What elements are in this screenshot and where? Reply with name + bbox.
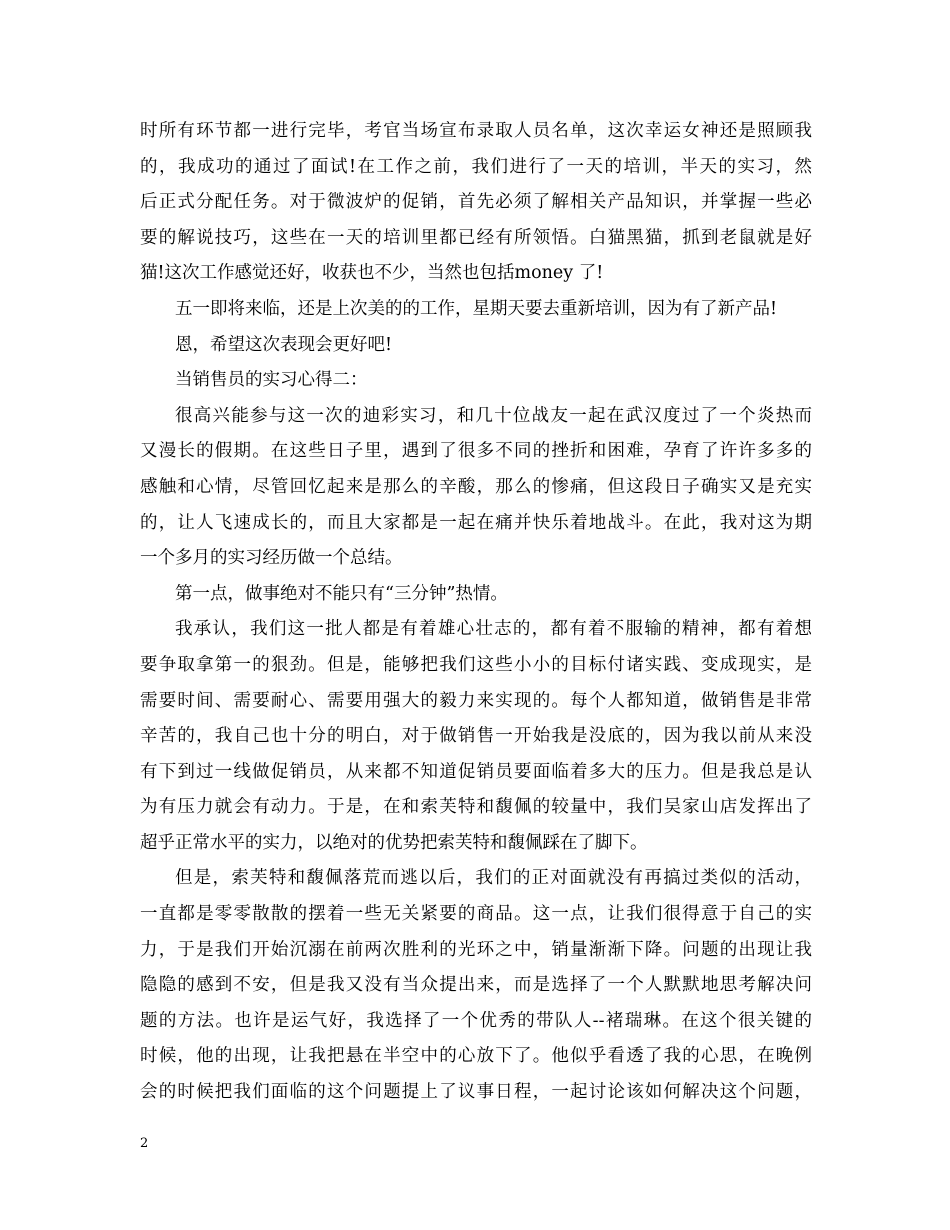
text-line: 为有压力就会有动力。于是，在和索芙特和馥佩的较量中，我们吴家山店发挥出了 xyxy=(140,797,812,818)
text-line: 要争取拿第一的狠劲。但是，能够把我们这些小小的目标付诸实践、变成现实，是 xyxy=(140,654,812,675)
text-line: 的，我成功的通过了面试!在工作之前，我们进行了一天的培训，半天的实习，然 xyxy=(140,156,812,177)
text-line: 时候，他的出现，让我把悬在半空中的心放下了。他似乎看透了我的心思，在晚例 xyxy=(140,1046,812,1067)
text-line: 要的解说技巧，这些在一天的培训里都已经有所领悟。白猫黑猫，抓到老鼠就是好 xyxy=(140,227,812,248)
page-number: 2 xyxy=(140,1136,149,1151)
text-line: 超乎正常水平的实力，以绝对的优势把索芙特和馥佩踩在了脚下。 xyxy=(140,832,648,853)
text-line: 感触和心情，尽管回忆起来是那么的辛酸，那么的惨痛，但这段日子确实又是充实 xyxy=(140,476,812,497)
text-line: 猫!这次工作感觉还好，收获也不少，当然也包括money 了! xyxy=(140,263,604,284)
text-line: 当销售员的实习心得二： xyxy=(175,370,368,391)
document-body xyxy=(140,114,812,1111)
text-line: 隐隐的感到不安，但是我又没有当众提出来，而是选择了一个人默默地思考解决问 xyxy=(140,975,812,996)
text-line: 一直都是零零散散的摆着一些无关紧要的商品。这一点，让我们很得意于自己的实 xyxy=(140,904,812,925)
text-line: 会的时候把我们面临的这个问题提上了议事日程，一起讨论该如何解决这个问题， xyxy=(140,1082,812,1103)
text-line: 一个多月的实习经历做一个总结。 xyxy=(140,548,403,569)
text-line: 第一点，做事绝对不能只有“三分钟”热情。 xyxy=(175,583,508,604)
text-line: 需要时间、需要耐心、需要用强大的毅力来实现的。每个人都知道，做销售是非常 xyxy=(140,690,812,711)
text-line: 恩，希望这次表现会更好吧! xyxy=(175,334,393,355)
text-line: 的，让人飞速成长的，而且大家都是一起在痛并快乐着地战斗。在此，我对这为期 xyxy=(140,512,812,533)
text-line: 又漫长的假期。在这些日子里，遇到了很多不同的挫折和困难，孕育了许许多多的 xyxy=(140,441,812,462)
text-line: 辛苦的，我自己也十分的明白，对于做销售一开始我是没底的，因为我以前从来没 xyxy=(140,726,812,747)
text-line: 但是，索芙特和馥佩落荒而逃以后，我们的正对面就没有再搞过类似的活动， xyxy=(175,868,812,889)
text-line: 题的方法。也许是运气好，我选择了一个优秀的带队人--褚瑞琳。在这个很关键的 xyxy=(140,1010,812,1031)
text-line: 我承认，我们这一批人都是有着雄心壮志的，都有着不服输的精神，都有着想 xyxy=(175,619,812,640)
text-line: 时所有环节都一进行完毕，考官当场宣布录取人员名单，这次幸运女神还是照顾我 xyxy=(140,121,812,141)
text-line: 很高兴能参与这一次的迪彩实习，和几十位战友一起在武汉度过了一个炎热而 xyxy=(175,405,812,426)
text-line: 后正式分配任务。对于微波炉的促销，首先必须了解相关产品知识，并掌握一些必 xyxy=(140,192,812,213)
text-line: 五一即将来临，还是上次美的的工作，星期天要去重新培训，因为有了新产品! xyxy=(175,298,778,319)
text-line: 有下到过一线做促销员，从来都不知道促销员要面临着多大的压力。但是我总是认 xyxy=(140,761,812,782)
text-line: 力，于是我们开始沉溺在前两次胜利的光环之中，销量渐渐下降。问题的出现让我 xyxy=(140,939,812,960)
